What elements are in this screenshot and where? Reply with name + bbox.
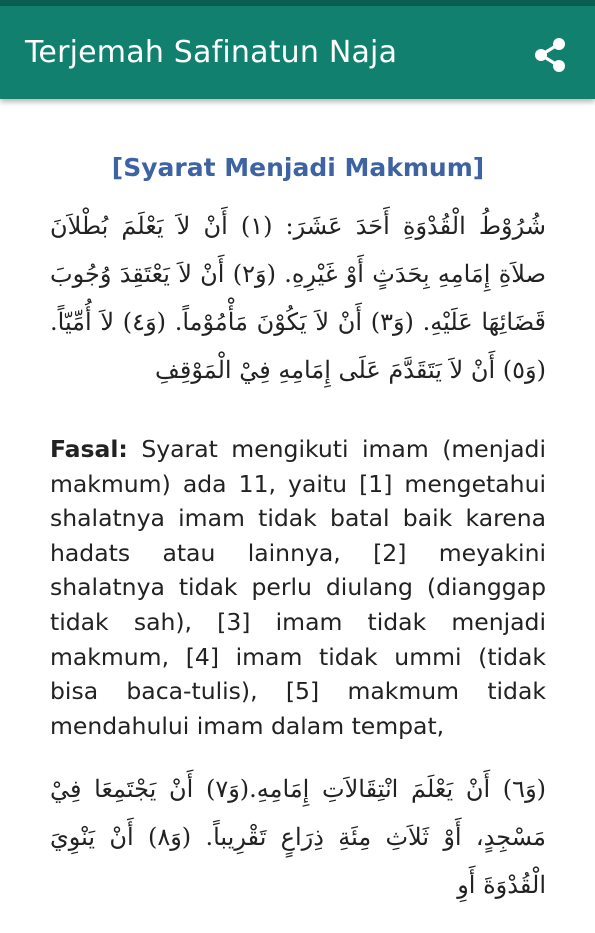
translation-label: Fasal: xyxy=(50,435,128,463)
share-button[interactable] xyxy=(527,32,573,78)
content-area xyxy=(50,99,546,909)
section-heading: [Syarat Menjadi Makmum] xyxy=(111,153,485,182)
translation-paragraph xyxy=(50,432,546,743)
arabic-text-block: شُرُوْطُ الْقُدْوَةِ أَحَدَ عَشَرَ: (١) أَنْ لاَ يَعْلَمَ بُطْلاَنَ صلاَةِ إِمَامِهِ بِحَدَثٍ أَوْ غَيْرِهِ. (وَ٢) أَنْ لاَ يَعْتَقِدَ وُجُوبَ قَضَائِهَا عَلَيْهِ. (وَ٣) أَنْ لاَ يَكُوْنَ مَأْمُوْماً. (وَ٤) لاَ أُمِّيّاً. (وَ٥) أَنْ لاَ يَتَقَدَّمَ عَلَى إِمَامِهِ فِيْ الْمَوْقِفِ xyxy=(50,212,546,384)
translation-text: Syarat mengikuti imam (menjadi makmum) ada 11, yaitu [1] mengetahui shalatnya imam tidak batal baik karena hadats atau lainnya, [2] meyakini shalatnya tidak perlu diulang (dianggap tidak sah), [3] imam tidak menjadi makmum, [4] imam tidak ummi (tidak bisa baca-tulis), [5] makmum tidak mendahului imam dalam tempat, xyxy=(50,435,546,740)
share-icon xyxy=(530,35,570,75)
arabic-text-block-2: (وَ٦) أَنْ يَعْلَمَ انْتِقَالاَتِ إِمَامِهِ.(وَ٧) أَنْ يَجْتَمِعَا فِيْ مَسْجِدٍ، أَوْ ثَلاَثِ مِئَةِ ذِرَاعٍ تَقْرِيباً. (وَ٨) أَنْ يَنْوِيَ الْقُدْوَةَ أَوِ xyxy=(50,775,547,900)
app-title: Terjemah Safinatun Naja xyxy=(25,35,398,70)
app-bar xyxy=(0,6,595,99)
